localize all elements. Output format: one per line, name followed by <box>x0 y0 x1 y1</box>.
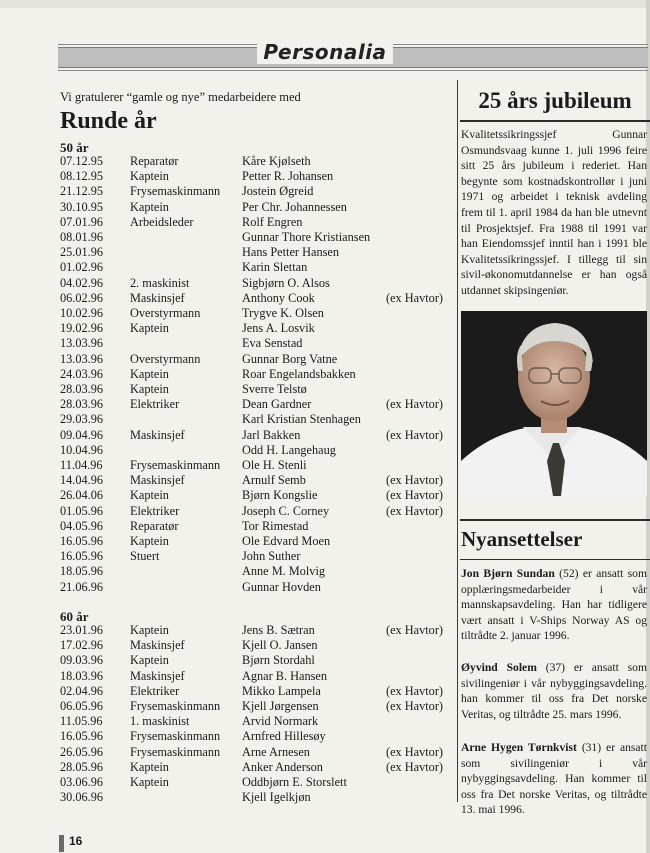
person-name: Rolf Engren <box>242 214 303 229</box>
person-name: Jarl Bakken <box>242 427 301 442</box>
anniversary-row <box>0 169 450 184</box>
anniversary-date: 14.04.96 <box>60 473 104 488</box>
jubileum-text: Kvalitetssikringssjef Gunnar Osmundsvaag kunne 1. juli 1996 feire sitt 25 års jubileum i rederiet. Han begynte som kostnadskontrollør i juni 1971 og arbeidet i teknisk avdeling frem til 1. april 1984 da han ble utnevnt til Prosjektsjef. Fra 1988 til 1991 var han Eiendomssjef inntil han i 1991 ble Kvalitetssikringssjef. I tillegg til sin sivil-økonomutdannelse er han også utdannet skipsingeniør. <box>461 128 647 297</box>
job-title: Maskinsjef <box>130 638 185 653</box>
job-title: Kaptein <box>130 653 169 668</box>
anniversary-row <box>0 534 450 549</box>
anniversary-row <box>0 276 450 291</box>
anniversary-row <box>0 580 450 595</box>
employee-name: Arne Hygen Tørnkvist <box>461 741 577 754</box>
anniversary-row <box>0 549 450 564</box>
job-title: Kaptein <box>130 623 169 637</box>
group-title-60: 60 år <box>60 609 89 624</box>
anniversary-row <box>0 336 450 351</box>
job-title: Kaptein <box>130 775 169 789</box>
person-name: Sigbjørn O. Alsos <box>242 275 330 290</box>
person-name: Anker Anderson <box>242 759 323 774</box>
job-title: Frysemaskinmann <box>130 744 221 759</box>
header-title: Personalia <box>257 40 392 64</box>
anniversary-date: 04.02.96 <box>60 275 104 290</box>
anniversary-date: 07.12.95 <box>60 154 104 168</box>
person-name: Arvid Normark <box>242 714 319 729</box>
anniversary-row <box>0 352 450 367</box>
person-name: Mikko Lampela <box>242 683 321 698</box>
page-header <box>0 40 650 64</box>
person-name: Odd H. Langehaug <box>242 442 336 457</box>
anniversary-date: 28.03.96 <box>60 382 104 396</box>
anniversary-row <box>0 564 450 579</box>
nyansettelser-rule-top <box>460 519 650 521</box>
person-name: Bjørn Stordahl <box>242 653 315 668</box>
person-name: Bjørn Kongslie <box>242 488 318 503</box>
anniversary-date: 13.03.96 <box>60 336 104 351</box>
job-title: 1. maskinist <box>130 714 190 729</box>
note: (ex Havtor) <box>386 503 444 518</box>
anniversary-row <box>0 790 450 805</box>
anniversary-date: 08.12.95 <box>60 169 104 184</box>
anniversary-row <box>0 775 450 790</box>
anniversary-date: 03.06.96 <box>60 775 104 789</box>
anniversary-date: 26.05.96 <box>60 744 104 759</box>
anniversary-row <box>0 184 450 199</box>
job-title: Kaptein <box>130 759 169 774</box>
anniversary-row <box>0 638 450 653</box>
anniversary-date: 21.12.95 <box>60 184 104 199</box>
anniversary-row <box>0 488 450 503</box>
anniversary-row <box>0 245 450 260</box>
person-name: Dean Gardner <box>242 397 312 412</box>
anniversary-date: 11.04.96 <box>60 458 103 472</box>
anniversary-date: 10.02.96 <box>60 306 104 320</box>
anniversary-date: 04.05.96 <box>60 518 104 533</box>
job-title: Frysemaskinmann <box>130 729 221 744</box>
employee-text: (37) er ansatt som sivilingeniør i vår nybyggingsavdeling. han kommer til oss fra Det norske Veritas, og tiltrådte 25. mars 1996. <box>461 661 647 721</box>
person-name: Arnulf Semb <box>242 473 306 488</box>
anniversary-date: 17.02.96 <box>60 638 104 653</box>
anniversary-row <box>0 412 450 427</box>
anniversary-date: 16.05.96 <box>60 729 104 744</box>
anniversary-date: 10.04.96 <box>60 442 104 457</box>
anniversary-date: 18.05.96 <box>60 564 104 579</box>
anniversary-date: 30.06.96 <box>60 790 104 805</box>
job-title: Kaptein <box>130 534 169 548</box>
anniversary-date: 01.02.96 <box>60 260 104 275</box>
intro-text: Vi gratulerer “gamle og nye” medarbeidere med <box>60 90 301 104</box>
anniversary-row <box>0 745 450 760</box>
employee-text: (31) er ansatt som sivilingeniør i vår nybyggingsavdeling. Han kommer til oss fra Det norske Veritas, og tiltrådte 13. mai 1996. <box>461 741 648 817</box>
anniversary-date: 02.04.96 <box>60 683 104 698</box>
job-title: Elektriker <box>130 683 180 698</box>
anniversary-date: 23.01.96 <box>60 623 104 637</box>
anniversary-date: 28.03.96 <box>60 397 104 412</box>
portrait-illustration <box>461 311 647 496</box>
anniversary-row <box>0 760 450 775</box>
anniversary-row <box>0 504 450 519</box>
person-name: Gunnar Borg Vatne <box>242 351 338 366</box>
anniversary-date: 29.03.96 <box>60 412 104 427</box>
person-name: Jens B. Sætran <box>242 623 315 637</box>
anniversary-row <box>0 699 450 714</box>
person-name: Trygve K. Olsen <box>242 306 324 320</box>
anniversary-date: 16.05.96 <box>60 549 104 564</box>
anniversary-date: 30.10.95 <box>60 199 104 214</box>
jubileum-rule <box>460 120 650 122</box>
person-name: Anthony Cook <box>242 290 315 305</box>
person-name: Kåre Kjølseth <box>242 154 311 168</box>
person-name: Gunnar Thore Kristiansen <box>242 230 371 244</box>
person-name: Roar Engelandsbakken <box>242 366 356 381</box>
note: (ex Havtor) <box>386 623 444 637</box>
anniversary-row <box>0 260 450 275</box>
nyansettelse-entry-2 <box>461 660 647 722</box>
job-title: Maskinsjef <box>130 427 185 442</box>
person-name: Hans Petter Hansen <box>242 245 339 260</box>
section-heading: Runde år <box>60 108 157 134</box>
anniversary-date: 25.01.96 <box>60 245 104 260</box>
anniversary-date: 09.03.96 <box>60 653 104 668</box>
anniversary-date: 06.05.96 <box>60 699 104 713</box>
anniversary-date: 28.05.96 <box>60 759 104 774</box>
anniversary-row <box>0 714 450 729</box>
anniversary-row <box>0 519 450 534</box>
job-title: Frysemaskinmann <box>130 699 221 713</box>
note: (ex Havtor) <box>386 427 444 442</box>
anniversary-row <box>0 623 450 638</box>
person-name: Joseph C. Corney <box>242 503 330 518</box>
group-title-50: 50 år <box>60 140 89 155</box>
anniversary-row <box>0 321 450 336</box>
nyansettelse-entry-3 <box>461 740 647 818</box>
nyansettelser-rule-bottom <box>460 559 650 560</box>
page-number: 16 <box>69 834 83 848</box>
anniversary-row <box>0 473 450 488</box>
anniversary-row <box>0 291 450 306</box>
job-title: Maskinsjef <box>130 668 185 683</box>
note: (ex Havtor) <box>386 744 444 759</box>
anniversary-date: 19.02.96 <box>60 321 104 336</box>
anniversary-date: 24.03.96 <box>60 366 104 381</box>
person-name: Agnar B. Hansen <box>242 668 328 683</box>
person-name: Kjell Jørgensen <box>242 699 319 713</box>
job-title: Maskinsjef <box>130 473 185 488</box>
header-rule-bottom <box>58 70 648 71</box>
person-name: Eva Senstad <box>242 336 303 351</box>
job-title: Kaptein <box>130 382 169 396</box>
anniversary-row <box>0 669 450 684</box>
anniversary-row <box>0 215 450 230</box>
person-name: Karin Slettan <box>242 260 308 275</box>
employee-name: Øyvind Solem <box>461 661 537 674</box>
person-name: Ole H. Stenli <box>242 458 307 472</box>
job-title: Overstyrmann <box>130 351 201 366</box>
note: (ex Havtor) <box>386 473 444 488</box>
note: (ex Havtor) <box>386 699 444 713</box>
person-name: Kjell O. Jansen <box>242 638 318 653</box>
page-edge <box>0 0 650 8</box>
employee-text: (52) er ansatt som opplæringsmedarbeider i vår mannskapsavdeling. Han har tidligere vært ansatt i V-Ships Norway AS og tiltrådte 2. januar 1996. <box>461 567 647 643</box>
person-name: Ole Edvard Moen <box>242 534 331 548</box>
anniversary-row <box>0 230 450 245</box>
portrait-photo <box>461 311 647 496</box>
nyansettelser-heading: Nyansettelser <box>461 527 583 551</box>
anniversary-row <box>0 397 450 412</box>
anniversary-date: 08.01.96 <box>60 230 104 244</box>
anniversary-date: 26.04.06 <box>60 488 104 503</box>
job-title: Kaptein <box>130 321 169 336</box>
job-title: Kaptein <box>130 169 169 184</box>
nyansettelse-entry-1 <box>461 566 647 644</box>
person-name: Petter R. Johansen <box>242 169 334 184</box>
anniversary-row <box>0 653 450 668</box>
anniversary-date: 06.02.96 <box>60 290 104 305</box>
person-name: Anne M. Molvig <box>242 564 326 579</box>
anniversary-row <box>0 306 450 321</box>
job-title: 2. maskinist <box>130 275 190 290</box>
column-divider <box>457 80 458 802</box>
person-name: Karl Kristian Stenhagen <box>242 412 361 427</box>
job-title: Reparatør <box>130 154 179 168</box>
anniversary-row <box>0 382 450 397</box>
employee-name: Jon Bjørn Sundan <box>461 567 555 580</box>
jubileum-heading: 25 års jubileum <box>478 88 632 113</box>
anniversary-row <box>0 200 450 215</box>
job-title: Kaptein <box>130 366 169 381</box>
anniversary-date: 11.05.96 <box>60 714 103 729</box>
person-name: Sverre Telstø <box>242 382 307 396</box>
anniversary-date: 16.05.96 <box>60 534 104 548</box>
job-title: Elektriker <box>130 397 180 412</box>
job-title: Kaptein <box>130 488 169 503</box>
anniversary-date: 18.03.96 <box>60 668 104 683</box>
person-name: Arne Arnesen <box>242 744 310 759</box>
person-name: Tor Rimestad <box>242 518 309 533</box>
anniversary-row <box>0 684 450 699</box>
job-title: Frysemaskinmann <box>130 184 221 199</box>
person-name: Arnfred Hillesøy <box>242 729 326 744</box>
job-title: Frysemaskinmann <box>130 458 221 472</box>
job-title: Overstyrmann <box>130 306 201 320</box>
note: (ex Havtor) <box>386 397 444 412</box>
anniversary-row <box>0 367 450 382</box>
job-title: Reparatør <box>130 518 179 533</box>
job-title: Arbeidsleder <box>130 214 194 229</box>
note: (ex Havtor) <box>386 290 444 305</box>
person-name: Jostein Øgreid <box>242 184 314 199</box>
person-name: Per Chr. Johannessen <box>242 199 347 214</box>
job-title: Stuert <box>130 549 160 564</box>
person-name: John Suther <box>242 549 301 564</box>
anniversary-row <box>0 458 450 473</box>
job-title: Kaptein <box>130 199 169 214</box>
anniversary-date: 13.03.96 <box>60 351 104 366</box>
anniversary-date: 07.01.96 <box>60 214 104 229</box>
note: (ex Havtor) <box>386 488 444 503</box>
page-number-mark <box>59 835 64 852</box>
note: (ex Havtor) <box>386 683 444 698</box>
job-title: Elektriker <box>130 503 180 518</box>
anniversary-row <box>0 428 450 443</box>
anniversary-date: 21.06.96 <box>60 579 104 594</box>
anniversary-date: 01.05.96 <box>60 503 104 518</box>
note: (ex Havtor) <box>386 759 444 774</box>
person-name: Gunnar Hovden <box>242 579 321 594</box>
person-name: Kjell Igelkjøn <box>242 790 311 805</box>
anniversary-row <box>0 729 450 744</box>
anniversary-row <box>0 154 450 169</box>
person-name: Jens A. Losvik <box>242 321 315 336</box>
job-title: Maskinsjef <box>130 290 185 305</box>
anniversary-date: 09.04.96 <box>60 427 104 442</box>
anniversary-row <box>0 443 450 458</box>
person-name: Oddbjørn E. Storslett <box>242 775 347 789</box>
